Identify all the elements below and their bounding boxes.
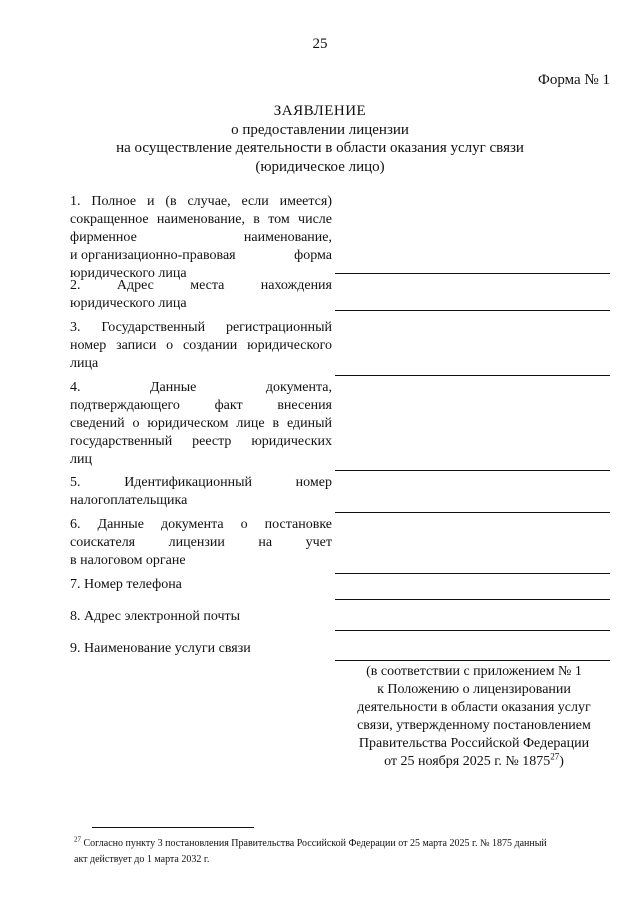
label-word: соискателя	[70, 535, 136, 550]
field-label-tax-registration	[70, 516, 332, 570]
footnote-number: 27	[74, 835, 81, 844]
label-line: в налоговом органе	[70, 553, 186, 568]
label-word: места	[190, 278, 225, 293]
field-label-registration-number	[70, 319, 332, 373]
answer-line-tax-registration[interactable]	[335, 573, 610, 574]
field-label-egrul-document	[70, 379, 332, 469]
field-label-phone: 7. Номер телефона	[70, 577, 182, 592]
label-line	[70, 397, 332, 415]
label-line: лиц	[70, 452, 92, 467]
label-line: налогоплательщика	[70, 493, 188, 508]
answer-line-egrul-document[interactable]	[335, 470, 610, 471]
document-subtitle-line: (юридическое лицо)	[255, 159, 385, 175]
label-word: 5.	[70, 475, 81, 490]
footnote-separator	[92, 827, 254, 828]
label-line: номер записи о создании юридического	[70, 338, 332, 353]
answer-line-service-name[interactable]	[335, 660, 610, 661]
footnote-reference: 27	[550, 751, 560, 762]
label-line	[70, 229, 332, 247]
label-word: внесения	[277, 398, 332, 413]
field-label-inn	[70, 474, 332, 510]
answer-line-address[interactable]	[335, 310, 610, 311]
label-word: 2.	[70, 278, 81, 293]
note-line: связи, утвержденному постановлением	[357, 718, 591, 733]
note-line: к Положению о лицензировании	[377, 682, 571, 697]
label-word: нахождения	[260, 278, 332, 293]
label-line: 1. Полное и (в случае, если имеется)	[70, 194, 332, 209]
label-word: номер	[295, 475, 332, 490]
label-word: лицензии	[168, 535, 225, 550]
footnote-text: Согласно пункту 3 постановления Правительства Российской Федерации от 25 марта 2025 г. № 1875 данный	[81, 838, 547, 849]
label-word: на	[258, 535, 273, 550]
label-word: форма	[294, 248, 332, 263]
answer-line-full-name[interactable]	[335, 273, 610, 274]
footnote-line: акт действует до 1 марта 2032 г.	[74, 854, 210, 865]
answer-line-registration-number[interactable]	[335, 375, 610, 376]
label-word: документа,	[265, 380, 332, 395]
field-label-email: 8. Адрес электронной почты	[70, 609, 241, 624]
label-line	[70, 277, 332, 295]
note-line: (в соответствии с приложением № 1	[366, 664, 582, 679]
footnote-line	[74, 836, 614, 852]
label-line: 3. Государственный регистрационный	[70, 320, 332, 335]
page-number: 25	[312, 36, 328, 52]
service-name-note	[336, 663, 612, 771]
label-line: 6. Данные документа о постановке	[70, 517, 332, 532]
label-word: 4.	[70, 380, 81, 395]
label-line: юридического лица	[70, 266, 187, 281]
label-line	[70, 534, 332, 552]
field-label-full-name	[70, 193, 332, 283]
answer-line-phone[interactable]	[335, 599, 610, 600]
answer-line-email[interactable]	[335, 630, 610, 631]
answer-line-inn[interactable]	[335, 512, 610, 513]
document-heading: ЗАЯВЛЕНИЕ	[273, 103, 367, 119]
document-subtitle-line: о предоставлении лицензии	[231, 122, 409, 138]
form-label: Форма № 1	[538, 72, 610, 88]
label-word: и организационно-правовая	[70, 248, 236, 263]
label-line: сокращенное наименование, в том числе	[70, 212, 332, 227]
label-word: наименование,	[243, 230, 332, 245]
label-word: Идентификационный	[124, 475, 252, 490]
label-word: фирменное	[70, 230, 137, 245]
field-label-address	[70, 277, 332, 313]
note-line: деятельности в области оказания услуг	[357, 700, 591, 715]
label-line	[70, 379, 332, 397]
note-line: Правительства Российской Федерации	[358, 736, 590, 751]
note-line	[336, 753, 612, 771]
label-word: подтверждающего	[70, 398, 180, 413]
label-line	[70, 247, 332, 265]
label-line: лица	[70, 356, 99, 371]
note-text: )	[559, 754, 564, 769]
label-line: государственный реестр юридических	[70, 434, 332, 449]
document-subtitle-line: на осуществление деятельности в области оказания услуг связи	[116, 140, 524, 156]
note-text: от 25 ноября 2025 г. № 1875	[384, 754, 551, 769]
label-word: факт	[214, 398, 243, 413]
label-line: юридического лица	[70, 296, 187, 311]
field-label-service-name: 9. Наименование услуги связи	[70, 641, 251, 656]
label-line: сведений о юридическом лице в единый	[70, 416, 332, 431]
label-word: учет	[305, 535, 332, 550]
label-word: Данные	[150, 380, 197, 395]
label-line	[70, 474, 332, 492]
label-word: Адрес	[116, 278, 154, 293]
footnote	[74, 836, 614, 868]
